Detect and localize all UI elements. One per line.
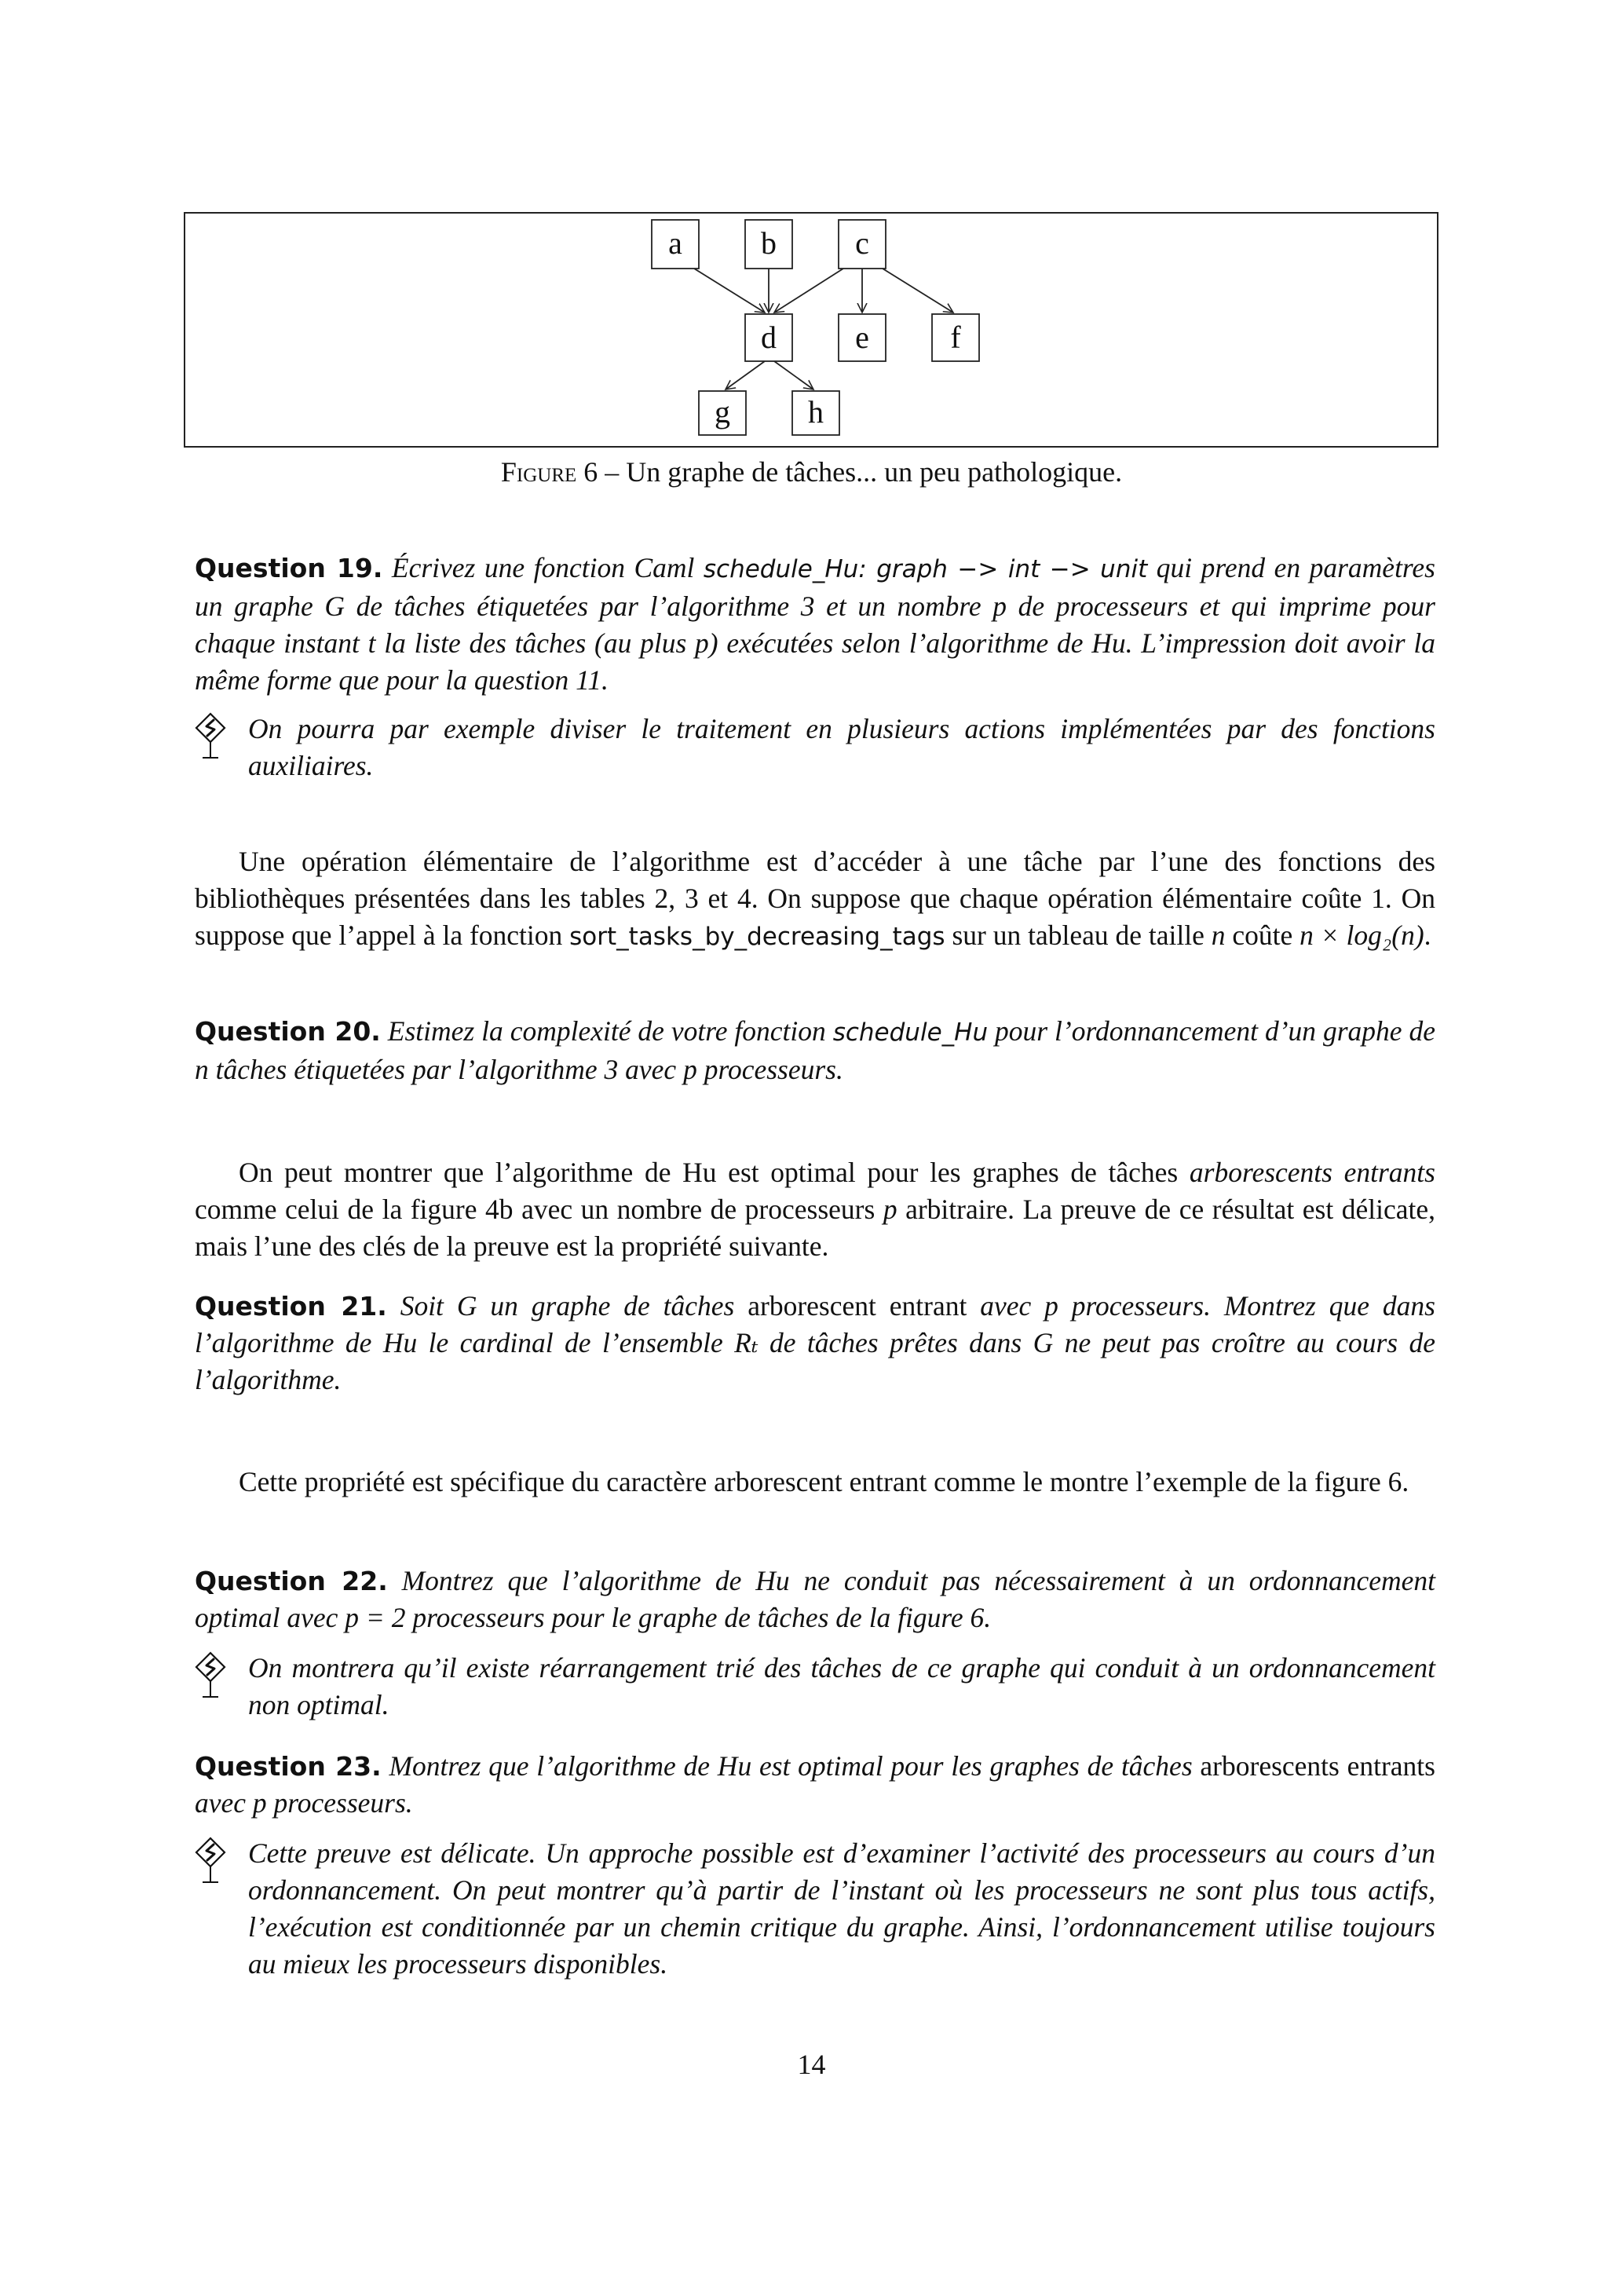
paragraph-complexity-intro	[195, 843, 1435, 956]
para3-text: Cette propriété est spécifique du caractère arborescent entrant comme le montre l’exemple de la figure 6.	[239, 1466, 1409, 1497]
node-e-label: e	[855, 320, 869, 355]
question-19-text: Écrivez une fonction Caml	[382, 552, 704, 583]
question-21-label: Question 21.	[195, 1291, 387, 1322]
page-number: 14	[797, 2049, 826, 2080]
para2-emphasis: arborescents entrants	[1189, 1157, 1435, 1188]
para1-text-2: sur un tableau de taille	[945, 919, 1212, 951]
paragraph-specific-property	[195, 1464, 1435, 1501]
hint-22-text: On montrera qu’il existe réarrangement trié des tâches de ce graphe qui conduit à un ordonnancement non optimal.	[248, 1652, 1435, 1720]
edge-a-d	[694, 269, 765, 313]
edge-d-h	[774, 361, 813, 389]
question-23-upright: arborescents entrants	[1200, 1750, 1435, 1782]
question-22	[195, 1563, 1435, 1636]
warning-sign-icon	[195, 1651, 226, 1700]
question-23	[195, 1748, 1435, 1822]
node-a-label: a	[668, 225, 682, 261]
question-21-upright: arborescent entrant	[748, 1290, 967, 1322]
question-22-text: Montrez que l’algorithme de Hu ne conduit pas nécessairement à un ordonnancement optimal avec p = 2 processeurs pour le graphe de tâches de la figure 6.	[195, 1565, 1435, 1633]
paragraph-hu-optimal	[195, 1154, 1435, 1265]
para1-text-4: .	[1424, 919, 1431, 951]
node-d-label: d	[761, 320, 777, 355]
var-p: p	[883, 1194, 897, 1225]
edge-c-f	[883, 269, 953, 313]
code-schedule-hu-signature: schedule_Hu: graph −> int −> unit	[703, 555, 1148, 583]
node-b-label: b	[761, 225, 777, 261]
para1-text-3: coûte	[1225, 919, 1300, 951]
warning-sign-icon	[195, 1837, 226, 1885]
question-21-text: Soit G un graphe de tâches	[386, 1290, 748, 1322]
question-19-text-2: qui prend en paramètres un graphe G de tâches étiquetées par l’algorithme 3 et un nombre p de processeurs et qui imprime pour chaque instant t la liste des tâches (au plus p) exécutées selon l’algorithme de Hu. L’impression doit avoir la même forme que pour la question 11.	[195, 552, 1435, 696]
question-22-label: Question 22.	[195, 1566, 388, 1596]
hint-23	[195, 1835, 1435, 1983]
node-f-label: f	[950, 320, 961, 355]
caption-text: – Un graphe de tâches... un peu pathologique.	[598, 456, 1123, 488]
hint-19	[195, 711, 1435, 784]
hint-23-text: Cette preuve est délicate. Un approche possible est d’examiner l’activité des processeurs au cours d’un ordonnancement. On peut montrer qu’à partir de l’instant où les processeurs ne sont plus tous actifs, l’exécution est conditionnée par un chemin critique du graphe. Ainsi, l’ordonnancement utilise toujours au mieux les processeurs disponibles.	[248, 1837, 1435, 1980]
question-23-text-2: avec p processeurs.	[195, 1787, 413, 1819]
para2-text-2: comme celui de la figure 4b avec un nombre de processeurs	[195, 1194, 883, 1225]
question-21	[195, 1288, 1435, 1398]
task-graph-figure	[184, 212, 1438, 448]
question-21-text-2: avec p processeurs. Montrez que dans l’algorithme de Hu le cardinal de l’ensemble Rₜ de tâches prêtes dans G ne peut pas croître au cours de l’algorithme.	[195, 1290, 1435, 1395]
question-19-label: Question 19.	[195, 553, 383, 583]
figure-caption	[0, 455, 1623, 488]
question-20-label: Question 20.	[195, 1016, 381, 1047]
hint-22	[195, 1650, 1435, 1724]
node-g-label: g	[715, 394, 730, 430]
para2-text-3: arbitraire. La preuve de ce résultat est délicate, mais l’une des clés de la preuve est la propriété suivante.	[195, 1194, 1435, 1262]
question-20-text-2: pour l’ordonnancement d’un graphe de n tâches étiquetées par l’algorithme 3 avec p processeurs.	[195, 1015, 1435, 1085]
var-n: n	[1211, 919, 1226, 951]
edge-c-d	[774, 269, 843, 313]
para1-text-1: Une opération élémentaire de l’algorithme est d’accéder à une tâche par l’une des fonctions des bibliothèques présentées dans les tables 2, 3 et 4. On suppose que chaque opération élémentaire coûte 1. On suppose que l’appel à la fonction	[195, 846, 1435, 951]
complexity-formula: n × log₂(n)	[1299, 919, 1424, 951]
question-23-label: Question 23.	[195, 1751, 382, 1782]
node-h-label: h	[808, 394, 824, 430]
edge-d-g	[726, 361, 765, 389]
code-schedule-hu: schedule_Hu	[832, 1018, 989, 1047]
question-20	[195, 1013, 1435, 1088]
code-sort-tasks: sort_tasks_by_decreasing_tags	[569, 923, 945, 951]
question-23-text: Montrez que l’algorithme de Hu est optimal pour les graphes de tâches	[381, 1750, 1201, 1782]
hint-19-text: On pourra par exemple diviser le traitement en plusieurs actions implémentées par des fonctions auxiliaires.	[248, 713, 1435, 781]
question-20-text: Estimez la complexité de votre fonction	[380, 1015, 833, 1047]
para2-text-1: On peut montrer que l’algorithme de Hu est optimal pour les graphes de tâches	[239, 1157, 1190, 1188]
warning-sign-icon	[195, 712, 226, 761]
node-c-label: c	[855, 225, 869, 261]
caption-label: Figure 6	[500, 456, 598, 488]
question-19	[195, 550, 1435, 699]
